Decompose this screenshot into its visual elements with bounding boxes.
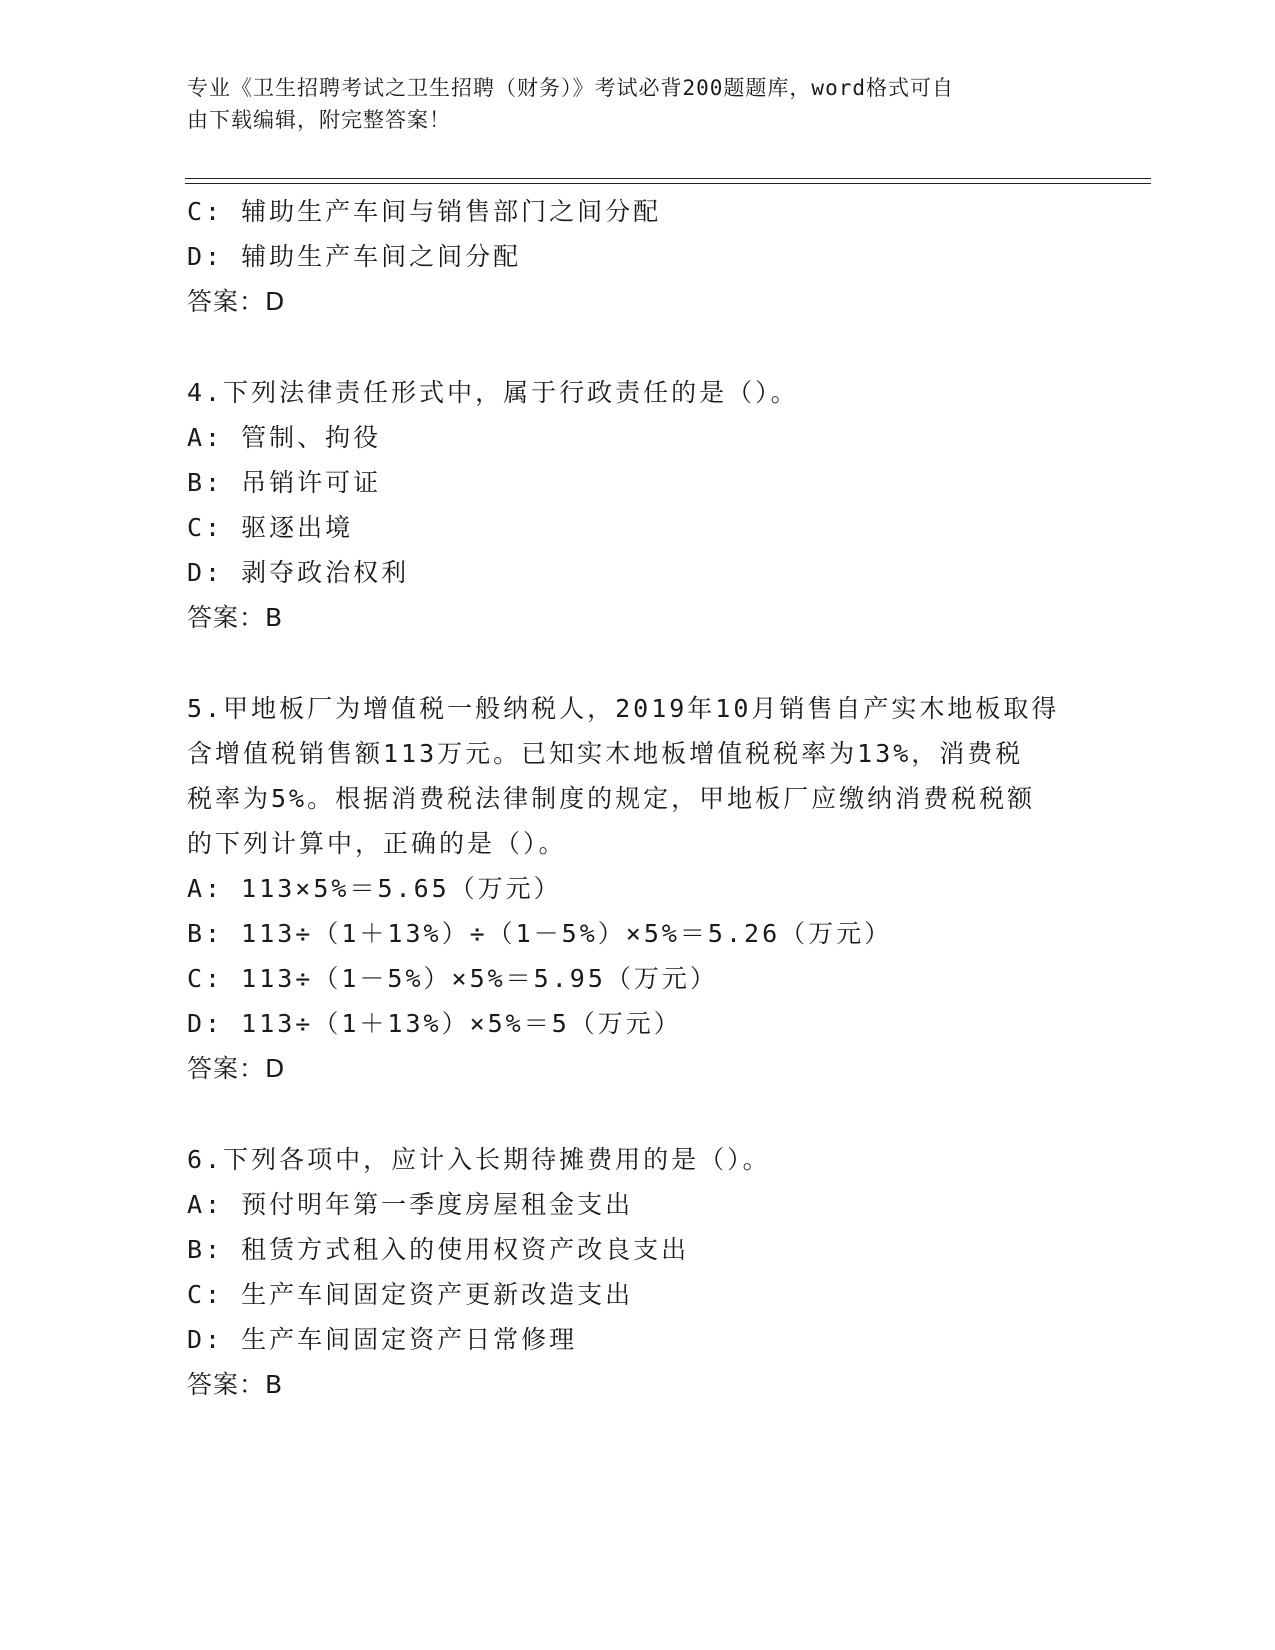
option-c: C: 生产车间固定资产更新改造支出 [187,1280,634,1309]
option-c: C: 驱逐出境 [187,513,354,542]
question-3-tail [187,189,1087,324]
question-stem-line-2: 含增值税销售额113万元。已知实木地板增值税税率为13%，消费税 [187,739,1024,768]
question-stem-line-1: 5.甲地板厂为增值税一般纳税人，2019年10月销售自产实木地板取得 [187,694,1060,723]
answer-label: 答案：B [187,1370,284,1399]
spacer [187,640,1087,686]
question-5 [187,686,1087,1091]
option-d: D: 辅助生产车间之间分配 [187,242,522,271]
header-line-1: 专业《卫生招聘考试之卫生招聘（财务）》考试必背200题题库，word格式可自 [187,76,954,100]
question-stem-line-3: 税率为5%。根据消费税法律制度的规定，甲地板厂应缴纳消费税税额 [187,784,1036,813]
option-b: B: 租赁方式租入的使用权资产改良支出 [187,1235,690,1264]
question-stem: 4.下列法律责任形式中，属于行政责任的是（）。 [187,378,799,407]
option-b: B: 113÷（1＋13%）÷（1－5%）×5%＝5.26（万元） [187,919,893,948]
option-a: A: 管制、拘役 [187,423,382,452]
answer-label: 答案：D [187,287,286,316]
answer-label: 答案：B [187,603,284,632]
option-c: C: 113÷（1－5%）×5%＝5.95（万元） [187,964,718,993]
question-6 [187,1137,1087,1407]
header-divider-bottom [185,183,1151,184]
option-d: D: 剥夺政治权利 [187,558,410,587]
question-list [187,189,1087,1407]
header-line-2: 由下载编辑，附完整答案！ [187,108,451,132]
question-4 [187,370,1087,640]
question-stem-line-4: 的下列计算中，正确的是（）。 [187,829,567,858]
question-stem: 6.下列各项中，应计入长期待摊费用的是（）。 [187,1145,771,1174]
option-d: D: 生产车间固定资产日常修理 [187,1325,578,1354]
answer-label: 答案：D [187,1054,286,1083]
spacer [187,324,1087,370]
option-b: B: 吊销许可证 [187,468,382,497]
header-divider-top [185,178,1151,179]
option-d: D: 113÷（1＋13%）×5%＝5（万元） [187,1009,682,1038]
page-header [187,72,1067,136]
spacer [187,1091,1087,1137]
option-a: A: 预付明年第一季度房屋租金支出 [187,1190,634,1219]
option-c: C: 辅助生产车间与销售部门之间分配 [187,197,662,226]
option-a: A: 113×5%＝5.65（万元） [187,874,562,903]
